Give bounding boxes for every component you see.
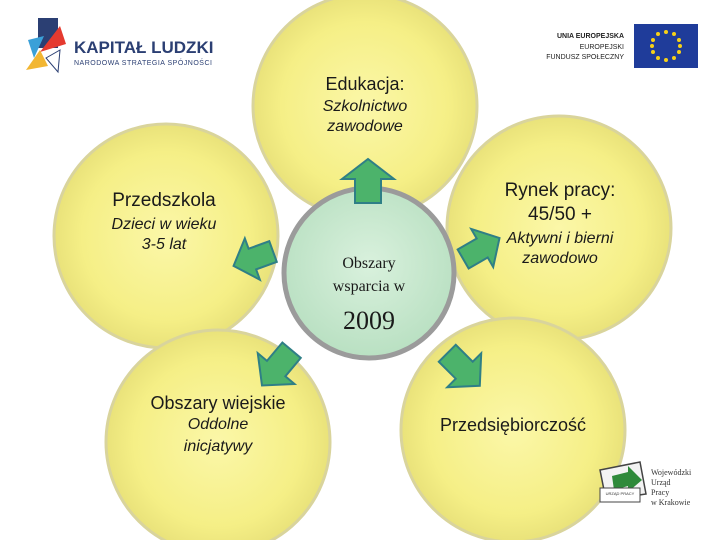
node-top-sub2: zawodowe xyxy=(327,118,403,135)
node-top-sub1: Szkolnictwo xyxy=(322,98,408,115)
eu-label-line1: UNIA EUROPEJSKA xyxy=(556,33,624,40)
node-right-sub2: zawodowo xyxy=(522,250,598,267)
node-bottom-left-title: Obszary wiejskie xyxy=(150,393,286,413)
node-right-sub1: Aktywni i bierni xyxy=(506,230,614,247)
kapital-ludzki-title: KAPITAŁ LUDZKI xyxy=(74,38,214,57)
wup-line3: Pracy xyxy=(651,488,670,497)
wup-logo-icon xyxy=(600,462,646,502)
eu-label-line3: FUNDUSZ SPOŁECZNY xyxy=(546,54,624,61)
node-top-title: Edukacja: xyxy=(325,74,405,94)
node-left-sub1: Dzieci w wieku xyxy=(111,216,217,233)
node-bottom-left-sub1: Oddolne xyxy=(187,416,249,433)
node-bottom-left-sub2: inicjatywy xyxy=(183,438,253,455)
center-line1: Obszary xyxy=(342,255,396,272)
node-right-title2: 45/50 + xyxy=(528,204,592,225)
circle-right xyxy=(447,116,671,340)
node-left-title: Przedszkola xyxy=(112,190,216,211)
eu-flag-icon xyxy=(634,24,698,68)
wup-line2: Urząd xyxy=(651,478,671,487)
node-bottom-right-title: Przedsiębiorczość xyxy=(439,415,587,435)
center-line2: wsparcia w xyxy=(332,278,406,295)
wup-line4: w Krakowie xyxy=(651,498,691,507)
eu-label-line2: EUROPEJSKI xyxy=(579,44,624,51)
kapital-ludzki-subtitle: NARODOWA STRATEGIA SPÓJNOŚCI xyxy=(74,60,213,67)
center-year: 2009 xyxy=(343,306,395,335)
kapital-ludzki-logo-icon xyxy=(26,18,66,72)
node-left-sub2: 3-5 lat xyxy=(141,236,187,253)
wup-badge: URZĄD PRACY xyxy=(605,491,635,496)
node-right-title1: Rynek pracy: xyxy=(504,180,616,201)
wup-line1: Wojewódzki xyxy=(651,468,692,477)
